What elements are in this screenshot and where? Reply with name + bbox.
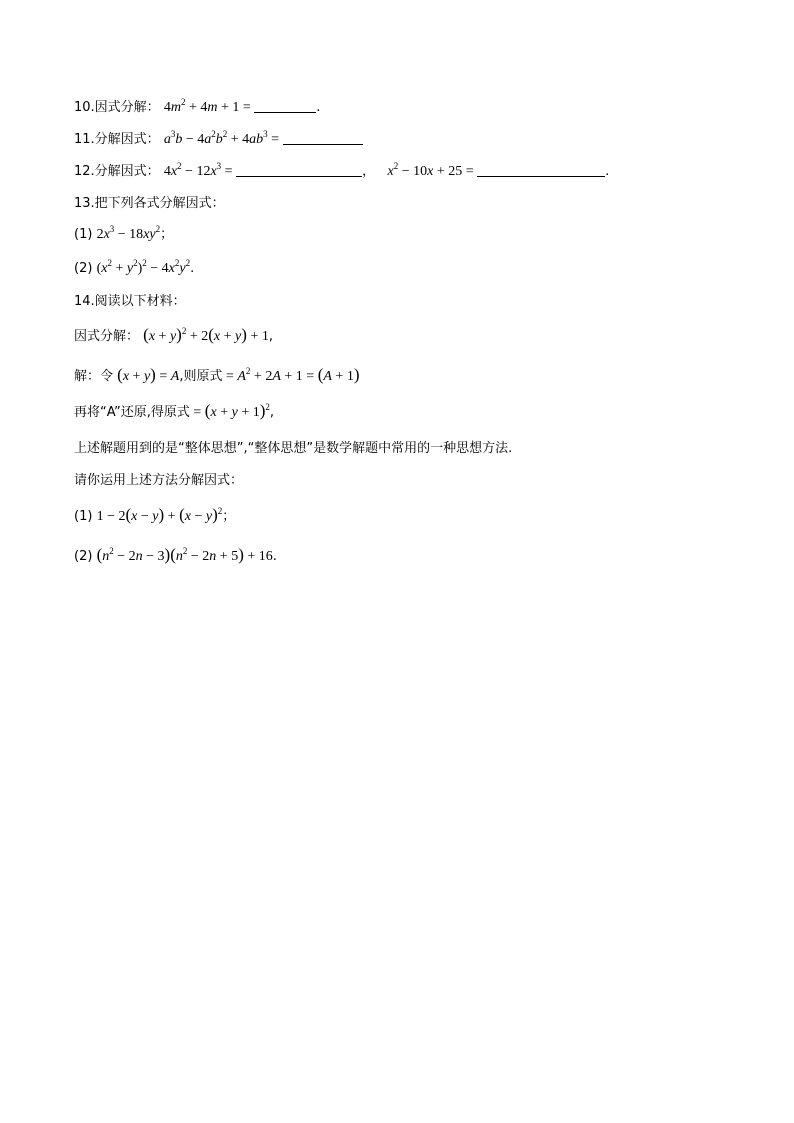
question-10-expression: $4m^2 + 4m + 1$ = [163, 97, 255, 115]
question-14-label: 14.阅读以下材料： [74, 294, 186, 309]
question-10-label: 10.因式分解： [74, 100, 160, 115]
question-14-part-1: (1) $1 - 2(x - y) + (x - y)^2$； [74, 505, 236, 524]
answer-blank-1 [236, 164, 362, 177]
question-12-expression-1: $4x^2 - 12x^3$ = [163, 161, 237, 179]
question-11-expression: $a^3b - 4a^2b^2 + 4ab^3$ = [163, 129, 283, 147]
question-11-label: 11.分解因式： [74, 132, 160, 147]
question-10: 10.因式分解： $4m^2 + 4m + 1$ = . [74, 97, 321, 115]
question-13-part-2: (2) $(x^2 + y^2)^2 - 4x^2y^2$. [74, 258, 195, 276]
question-12: 12.分解因式： $4x^2 - 12x^3$ = ， $x^2 - 10x + 25$ = . [74, 161, 610, 179]
question-14-task: 因式分解： $(x + y)^2 + 2(x + y) + 1$, [74, 325, 273, 344]
question-14-part-1-expression: $1 - 2(x - y) + (x - y)^2$ [96, 505, 223, 524]
question-13-part-2-expression: $(x^2 + y^2)^2 - 4x^2y^2$ [96, 258, 191, 276]
answer-blank [254, 100, 316, 113]
question-12-expression-2: $x^2 - 10x + 25$ = [387, 161, 478, 179]
question-13-part-1-expression: $2x^3 - 18xy^2$ [96, 224, 161, 242]
question-14-solution: 解：令 (x + y) = A,则原式 = $A^2 + 2A + 1 = (A + 1)$ [74, 365, 360, 384]
question-13-label: 13.把下列各式分解因式： [74, 196, 225, 211]
answer-blank-2 [477, 164, 605, 177]
question-14-task-expression: $(x + y)^2 + 2(x + y) + 1$ [143, 325, 269, 344]
question-14-part-2-expression: $(n^2 - 2n - 3)(n^2 - 2n + 5) + 16$ [96, 545, 273, 564]
question-14-paragraph: 上述解题用到的是“整体思想”,“整体思想”是数学解题中常用的一种思想方法. [74, 441, 513, 456]
question-11 [74, 130, 363, 150]
question-14-ask: 请你运用上述方法分解因式： [74, 473, 244, 488]
answer-blank [283, 132, 363, 145]
question-14-part-2: (2) $(n^2 - 2n - 3)(n^2 - 2n + 5) + 16$. [74, 545, 277, 564]
question-12-label: 12.分解因式： [74, 164, 160, 179]
question-13-part-1: (1) $2x^3 - 18xy^2$； [74, 224, 174, 242]
question-14-restore: 再将“A”还原,得原式 = $(x + y + 1)^2$, [74, 401, 275, 420]
